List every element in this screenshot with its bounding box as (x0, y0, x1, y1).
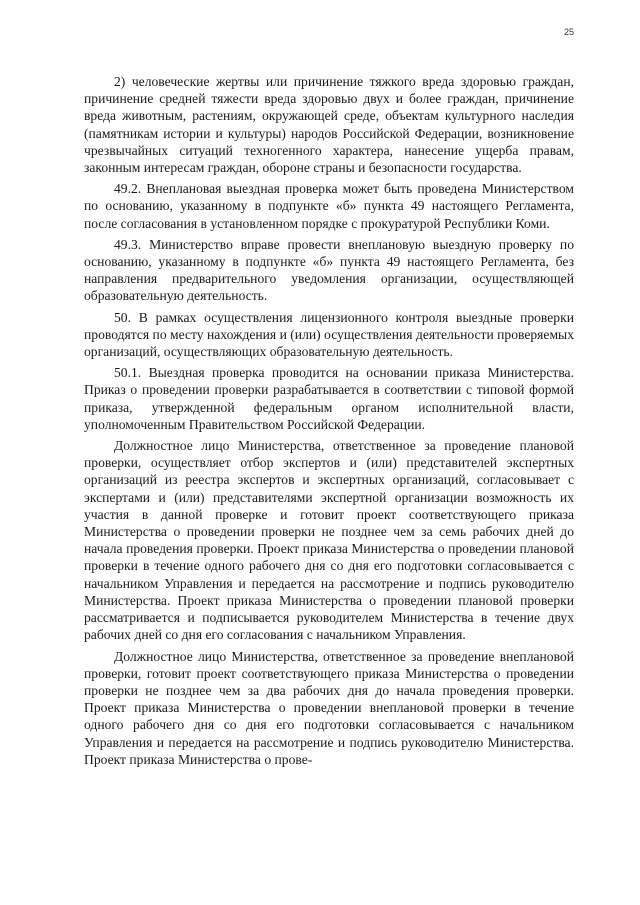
paragraph-50: 50. В рамках осуществления лицензионного контроля выездные проверки проводятся по месту нахождения и (или) осуществления деятельности проверяемых организаций, осуществляющих образовательную деятельность. (84, 309, 574, 360)
page-number: 25 (563, 27, 574, 37)
paragraph-49-2: 49.2. Внеплановая выездная проверка может быть проведена Министерством по основанию, указанному в подпункте «б» пункта 49 настоящего Регламента, после согласования в установленном порядке с прокуратурой Республики Коми. (84, 181, 574, 231)
paragraph-planned-inspection: Должностное лицо Министерства, ответственное за проведение плановой проверки, осуществляет отбор экспертов и (или) представителей экспертных организаций из реестра экспертов и экспертных организаций, согласовывает с экспертами и (или) представителями экспертной организации возможность их участия в данной проверке и готовит проект соответствующего приказа Министерства о проведении проверки не позднее чем за семь рабочих дней до начала проведения проверки. Проект приказа Министерства о проведении плановой проверки в течение одного рабочего дня со дня его подготовки согласовывается с начальником Управления и передается на рассмотрение и подпись руководителю Министерства. Проект приказа Министерства о проведении плановой проверки рассматривается и подписывается руководителем Министерства в течение двух рабочих дней со дня его согласования с начальником Управления. (84, 438, 574, 643)
paragraph-unscheduled-inspection: Должностное лицо Министерства, ответственное за проведение внеплановой проверки, готовит проект соответствующего приказа Министерства о проведении проверки не позднее чем за два рабочих дня до начала проведения проверки. Проект приказа Министерства о проведении внеплановой проверки в течение одного рабочего дня со дня его подготовки согласовывается с начальником Управления и передается на рассмотрение и подпись руководителю Министерства. Проект приказа Министерства о прове- (84, 648, 574, 767)
paragraph-50-1: 50.1. Выездная проверка проводится на основании приказа Министерства. Приказ о проведении проверки разрабатывается в соответствии с типовой формой приказа, утвержденной федеральным органом исполнительной власти, уполномоченным Правительством Российской Федерации. (84, 365, 574, 432)
document-body (84, 73, 574, 772)
paragraph-item-2-consequences: 2) человеческие жертвы или причинение тяжкого вреда здоровью граждан, причинение средней тяжести вреда здоровью двух и более граждан, причинение вреда животным, растениям, окружающей среде, объектам культурного наследия (памятникам истории и культуры) народов Российской Федерации, возникновение чрезвычайных ситуаций техногенного характера, нанесение ущерба правам, законным интересам граждан, обороне страны и безопасности государства. (84, 74, 574, 176)
paragraph-49-3: 49.3. Министерство вправе провести внеплановую выездную проверку по основанию, указанному в подпункте «б» пункта 49 настоящего Регламента, без направления предварительного уведомления организации, осуществляющей образовательную деятельность. (84, 236, 574, 304)
